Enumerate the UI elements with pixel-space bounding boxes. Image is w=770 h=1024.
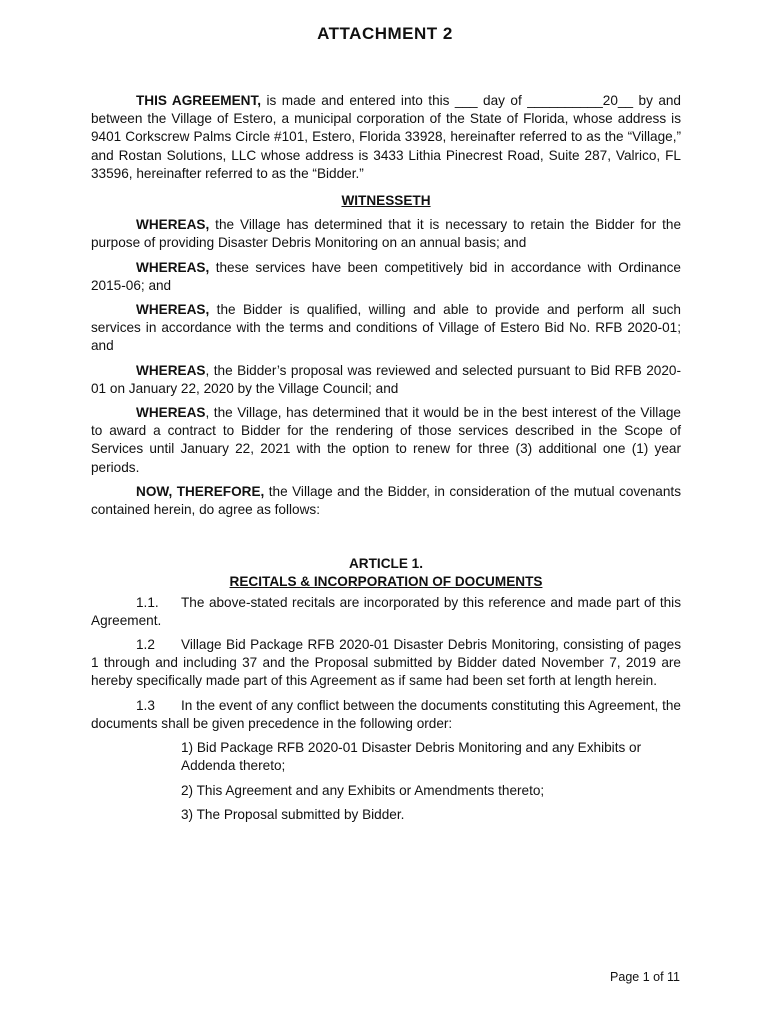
witnesseth-heading: WITNESSETH — [341, 193, 431, 209]
whereas-paragraph-5 — [91, 404, 681, 477]
now-therefore-text: the Village and the Bidder, in consideration of the mutual covenants contained herein, do agree as follows: — [91, 483, 681, 518]
section-text: In the event of any conflict between the documents constituting this Agreement, the documents shall be given precedence in the following order: — [91, 697, 681, 731]
section-number: 1.1. — [136, 594, 159, 610]
whereas-lead: WHEREAS, — [136, 217, 210, 233]
section-1-2 — [91, 636, 681, 691]
intro-text: is made and entered into this ___ day of __________20__ by and between the Village of Estero, a municipal corporation of the State of Florida, whose address is 9401 Corkscrew Palms Circle #101, Estero, Florida 33928, hereinafter referred to as the “Village,” and Rostan Solutions, LLC whose address is 3433 Lithia Pinecrest Road, Suite 287, Valrico, FL 33596, hereinafter referred to as the “Bidder.” — [91, 93, 681, 181]
section-text: Village Bid Package RFB 2020-01 Disaster Debris Monitoring, consisting of pages 1 through and including 37 and the Proposal submitted by Bidder dated November 7, 2019 are hereby specifically made part of this Agreement as if same had been set forth at length herein. — [91, 637, 681, 689]
section-text: The above-stated recitals are incorporated by this reference and made part of this Agreement. — [91, 594, 681, 628]
whereas-paragraph-3 — [91, 301, 681, 356]
section-number: 1.2 — [136, 637, 155, 653]
whereas-lead: WHEREAS — [136, 362, 206, 378]
document-body — [91, 92, 681, 824]
order-list-item-2: 2) This Agreement and any Exhibits or Amendments thereto; — [181, 782, 545, 798]
whereas-paragraph-1 — [91, 216, 681, 252]
whereas-text: the Village has determined that it is necessary to retain the Bidder for the purpose of providing Disaster Debris Monitoring on an annual basis; and — [91, 217, 681, 251]
article-number: ARTICLE 1. — [348, 556, 423, 572]
section-number: 1.3 — [136, 697, 155, 713]
whereas-paragraph-2 — [91, 259, 681, 295]
whereas-lead: WHEREAS, — [136, 302, 210, 318]
whereas-text: , the Bidder’s proposal was reviewed and selected pursuant to Bid RFB 2020-01 on January 22, 2020 by the Village Council; and — [91, 362, 681, 396]
now-therefore-paragraph — [91, 483, 681, 519]
whereas-lead: WHEREAS — [136, 405, 206, 421]
whereas-paragraph-4 — [91, 362, 681, 398]
whereas-lead: WHEREAS, — [136, 259, 210, 275]
intro-paragraph — [91, 92, 681, 183]
whereas-text: , the Village, has determined that it would be in the best interest of the Village to award a contract to Bidder for the rendering of those services described in the Scope of Services until January 22, 2021 with the option to renew for three (3) additional one (1) year periods. — [91, 405, 681, 475]
whereas-text: the Bidder is qualified, willing and able to provide and perform all such services in accordance with the terms and conditions of Village of Estero Bid No. RFB 2020-01; and — [91, 302, 681, 354]
article-heading: RECITALS & INCORPORATION OF DOCUMENTS — [229, 574, 543, 590]
order-list-item-1: 1) Bid Package RFB 2020-01 Disaster Debris Monitoring and any Exhibits or Addenda thereto; — [181, 740, 642, 774]
intro-lead: THIS AGREEMENT, — [136, 93, 262, 108]
page-title: ATTACHMENT 2 — [317, 24, 453, 43]
now-therefore-lead: NOW, THEREFORE, — [136, 483, 265, 499]
section-1-3 — [91, 697, 681, 733]
whereas-text: these services have been competitively bid in accordance with Ordinance 2015-06; and — [91, 259, 681, 293]
page-number: Page 1 of 11 — [610, 970, 680, 984]
section-1-1 — [91, 594, 681, 630]
order-list-item-3: 3) The Proposal submitted by Bidder. — [181, 806, 405, 822]
